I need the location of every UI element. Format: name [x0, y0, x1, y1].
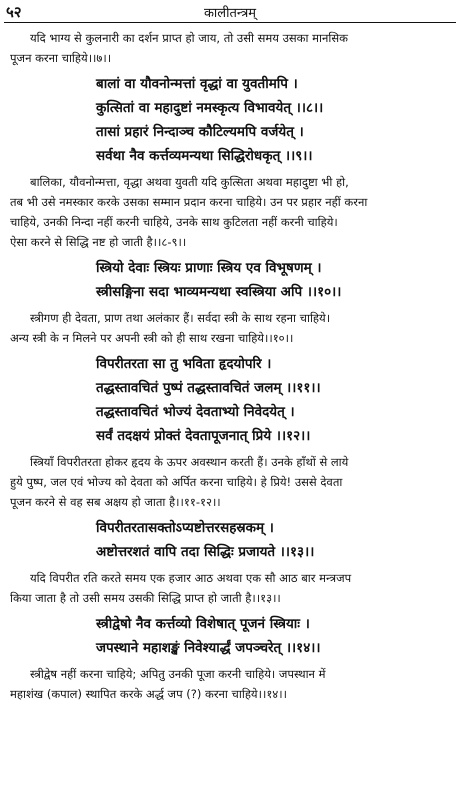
prose-line: यदि विपरीत रति करते समय एक हजार आठ अथवा एक सौ आठ बार मन्त्रजप	[30, 571, 352, 585]
verse-line: तद्धस्तावचितं भोज्यं देवताभ्यो निवेदयेत् ।	[96, 404, 295, 420]
commentary-paragraph	[0, 568, 460, 608]
commentary-paragraph	[0, 172, 460, 252]
verse-line: तासां प्रहारं निन्दाञ्च कौटिल्यमपि वर्जयेत् ।	[96, 124, 304, 140]
verse-line: स्त्रीसङ्गिना सदा भाव्यमन्यथा स्वस्त्रिया अपि ।।१०।।	[96, 284, 342, 300]
prose-line: महाशंख (कपाल) स्थापित करके अर्द्ध जप (?) करना चाहिये।।१४।।	[10, 687, 287, 701]
prose-line: ऐसा करने से सिद्धि नष्ट हो जाती है।।८-९।।	[10, 235, 187, 249]
commentary-paragraph	[0, 28, 460, 68]
page-number: ५२	[6, 3, 22, 21]
prose-line: चाहिये, उनकी निन्दा नहीं करनी चाहिये, उनके साथ कुटिलता नहीं करनी चाहिये।	[10, 215, 338, 229]
verse-line: तद्धस्तावचितं पुष्पं तद्धस्तावचितं जलम् ।।११।।	[96, 380, 321, 396]
verse-line: कुत्सितां वा महादुष्टां नमस्कृत्य विभावयेत् ।।८।।	[96, 100, 324, 116]
prose-line: हुये पुष्प, जल एवं भोज्य को देवता को अर्पित करना चाहिये। हे प्रिये! उससे देवता	[10, 475, 343, 489]
prose-line: पूजन करने से वह सब अक्षय हो जाता है।।११-१२।।	[10, 495, 221, 509]
verse-line: सर्वथा नैव कर्त्तव्यमन्यथा सिद्धिरोधकृत् ।।९।।	[96, 148, 313, 164]
verse-line: अष्टोत्तरशतं वापि तदा सिद्धिः प्रजायते ।।१३।।	[96, 544, 315, 560]
verse-block	[0, 516, 460, 564]
prose-line: यदि भाग्य से कुलनारी का दर्शन प्राप्त हो जाय, तो उसी समय उसका मानसिक	[30, 31, 348, 45]
verse-line: विपरीतरता सा तु भविता हृदयोपरि ।	[96, 356, 272, 372]
page-body	[0, 28, 460, 708]
prose-line: बालिका, यौवनोन्मत्ता, वृद्धा अथवा युवती यदि कुत्सिता अथवा महादुष्टा भी हो,	[30, 175, 349, 189]
verse-line: जपस्थाने महाशङ्खं निवेश्यार्द्धं जपञ्चरेत् ।।१४।।	[96, 640, 321, 656]
verse-line: बालां वा यौवनोन्मत्तां वृद्धां वा युवतीमपि ।	[96, 76, 298, 92]
prose-line: स्त्रियाँ विपरीतरता होकर हृदय के ऊपर अवस्थान करती हैं। उनके हाँथों से लाये	[30, 455, 349, 469]
verse-line: स्त्रियो देवाः स्त्रियः प्राणाः स्त्रिय एव विभूषणम् ।	[96, 260, 322, 276]
prose-line: स्त्रीगण ही देवता, प्राण तथा अलंकार हैं। सर्वदा स्त्री के साथ रहना चाहिये।	[30, 311, 331, 325]
commentary-paragraph	[0, 452, 460, 512]
page-header	[0, 0, 460, 22]
verse-block	[0, 352, 460, 448]
prose-line: किया जाता है तो उसी समय उसकी सिद्धि प्राप्त हो जाती है।।१३।।	[10, 591, 281, 605]
header-rule	[4, 22, 456, 23]
verse-block	[0, 72, 460, 168]
verse-line: स्त्रीद्वेषो नैव कर्त्तव्यो विशेषात् पूजनं स्त्रियाः ।	[96, 616, 310, 632]
verse-line: विपरीतरतासक्तोऽप्यष्टोत्तरसहस्रकम् ।	[96, 520, 274, 536]
commentary-paragraph	[0, 664, 460, 704]
prose-line: अन्य स्त्री के न मिलने पर अपनी स्त्री को ही साथ रखना चाहिये।।१०।।	[10, 331, 294, 345]
verse-block	[0, 256, 460, 304]
prose-line: तब भी उसे नमस्कार करके उसका सम्मान प्रदान करना चाहिये। उन पर प्रहार नहीं करना	[10, 195, 368, 209]
commentary-paragraph	[0, 308, 460, 348]
page-title: कालीतन्त्रम्	[203, 6, 257, 21]
verse-line: सर्वं तदक्षयं प्रोक्तं देवतापूजनात् प्रिये ।।१२।।	[96, 428, 311, 444]
verse-block	[0, 612, 460, 660]
prose-line: पूजन करना चाहिये।।७।।	[10, 51, 112, 65]
prose-line: स्त्रीद्वेष नहीं करना चाहिये; अपितु उनकी पूजा करनी चाहिये। जपस्थान में	[30, 667, 326, 681]
